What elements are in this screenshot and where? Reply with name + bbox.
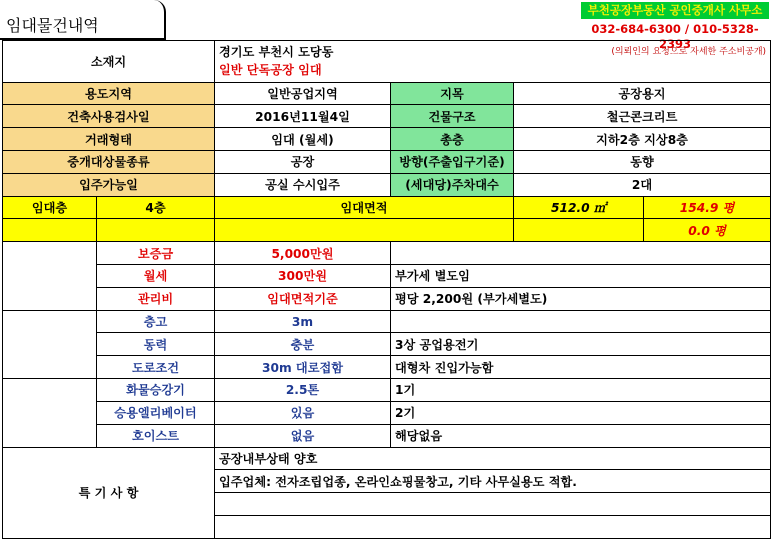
hoist-label: 호이스트	[97, 424, 215, 447]
approval-label: 건축사용검사일	[3, 105, 215, 128]
floors-label: 총층	[391, 128, 514, 151]
floor-label: 임대층	[3, 196, 97, 219]
rent-value: 300만원	[215, 265, 391, 288]
structure-label: 건물구조	[391, 105, 514, 128]
special-line-1: 공장내부상태 양호	[215, 447, 771, 470]
parking-label: (세대당)주차대수	[391, 173, 514, 196]
floors-value: 지하2층 지상8층	[514, 128, 771, 151]
listing-table	[2, 40, 771, 539]
rent-note: 부가세 별도임	[391, 265, 771, 288]
mgmt-value: 임대면적기준	[215, 287, 391, 310]
special-label: 특 기 사 항	[3, 447, 215, 539]
deposit-note	[391, 242, 771, 265]
movein-label: 입주가능일	[3, 173, 215, 196]
passenger-lift-value: 있음	[215, 401, 391, 424]
power-label: 동력	[97, 333, 215, 356]
location-label: 소재지	[3, 41, 215, 83]
address: 경기도 부천시 도당동	[219, 45, 334, 60]
movein-value: 공실 수시입주	[215, 173, 391, 196]
approval-value: 2016년11월4일	[215, 105, 391, 128]
kind-value: 공장	[215, 150, 391, 173]
passenger-lift-note: 2기	[391, 401, 771, 424]
special-line-2: 입주업체: 전자조립업종, 온라인쇼핑물창고, 기타 사무실용도 적합.	[215, 470, 771, 493]
ceiling-value: 3m	[215, 310, 391, 333]
deal-value: 임대 (월세)	[215, 128, 391, 151]
road-value: 30m 대로접함	[215, 356, 391, 379]
ceiling-note	[391, 310, 771, 333]
agency-phones: 032-684-6300 / 010-5328-2393	[591, 22, 759, 51]
page-title: 임대물건내역	[0, 0, 166, 40]
deal-label: 거래형태	[3, 128, 215, 151]
agency-name[interactable]: 부천공장부동산 공인중개사 사무소	[581, 2, 769, 19]
address-note: (의뢰인의 요청으로 자세한 주소비공개)	[611, 47, 767, 58]
land-value: 공장용지	[514, 82, 771, 105]
ceiling-label: 층고	[97, 310, 215, 333]
area-m2: 512.0 ㎡	[514, 196, 644, 219]
deposit-label: 보증금	[97, 242, 215, 265]
deposit-value: 5,000만원	[215, 242, 391, 265]
power-value: 충분	[215, 333, 391, 356]
mgmt-label: 관리비	[97, 287, 215, 310]
road-label: 도로조건	[97, 356, 215, 379]
land-label: 지목	[391, 82, 514, 105]
mgmt-note: 평당 2,200원 (부가세별도)	[391, 287, 771, 310]
zoning-label: 용도지역	[3, 82, 215, 105]
freight-lift-label: 화물승강기	[97, 379, 215, 402]
hoist-note: 해당없음	[391, 424, 771, 447]
agency-box	[581, 2, 769, 51]
road-note: 대형차 진입가능함	[391, 356, 771, 379]
parking-value: 2대	[514, 173, 771, 196]
structure-value: 철근콘크리트	[514, 105, 771, 128]
floor-value: 4층	[97, 196, 215, 219]
direction-value: 동향	[514, 150, 771, 173]
rent-label: 월세	[97, 265, 215, 288]
freight-lift-note: 1기	[391, 379, 771, 402]
kind-label: 중개대상물종류	[3, 150, 215, 173]
hoist-value: 없음	[215, 424, 391, 447]
passenger-lift-label: 승용엘리베이터	[97, 401, 215, 424]
power-note: 3상 공업용전기	[391, 333, 771, 356]
freight-lift-value: 2.5톤	[215, 379, 391, 402]
area-label: 임대면적	[215, 196, 514, 219]
lease-type: 일반 단독공장 임대	[219, 63, 322, 78]
area-py: 154.9 평	[644, 196, 771, 219]
extra-py: 0.0 평	[644, 219, 771, 242]
direction-label: 방향(주출입구기준)	[391, 150, 514, 173]
zoning-value: 일반공업지역	[215, 82, 391, 105]
